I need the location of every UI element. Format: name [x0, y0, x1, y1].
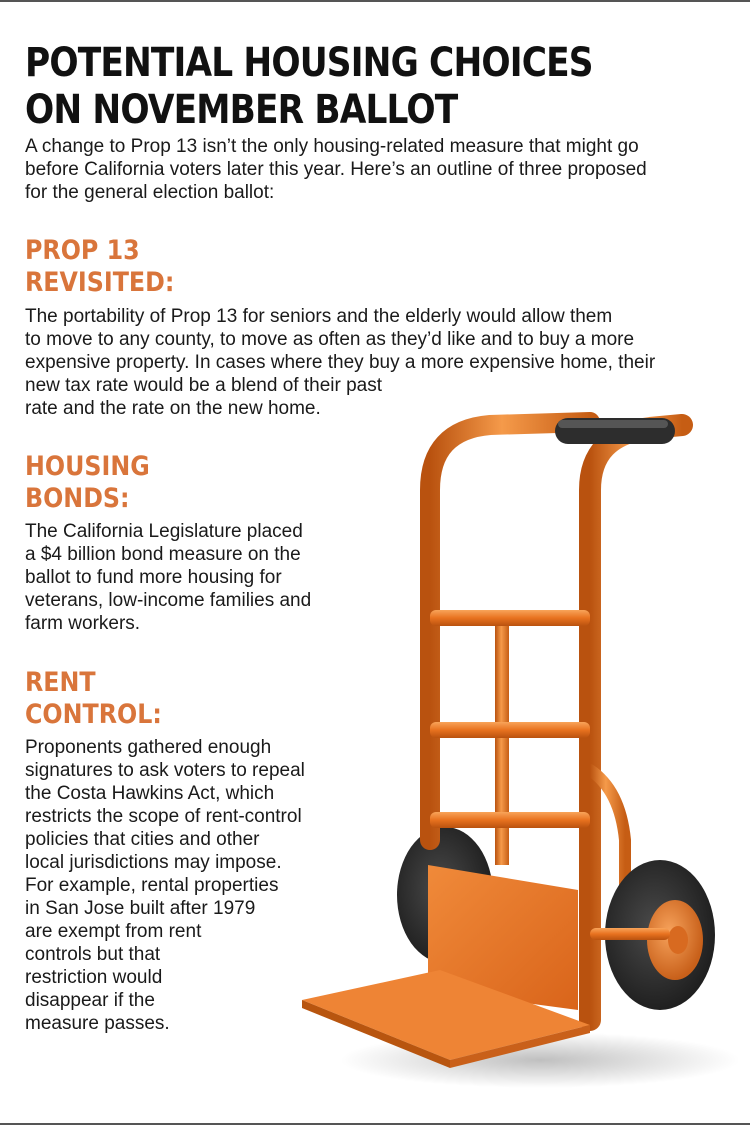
section-body-rent-control	[25, 736, 305, 1035]
section-title-prop13	[25, 235, 174, 299]
section-title-line-1: RENT	[25, 667, 96, 698]
body-line: The California Legislature placed	[25, 521, 303, 542]
body-line: measure passes.	[25, 1013, 170, 1034]
section-title-line-2: REVISITED:	[25, 267, 175, 298]
body-line: new tax rate would be a blend of their past	[25, 375, 383, 396]
intro-line-1: A change to Prop 13 isn’t the only housing-related measure that might go	[25, 136, 639, 157]
body-line: expensive property. In cases where they buy a more expensive home, their	[25, 352, 656, 373]
top-divider	[0, 0, 750, 2]
section-title-rent-control	[25, 667, 162, 731]
body-line: For example, rental properties	[25, 875, 279, 896]
headline-line-1: POTENTIAL HOUSING CHOICES	[25, 40, 593, 86]
section-title-line-2: CONTROL:	[25, 699, 162, 730]
section-body-prop13	[25, 305, 655, 420]
body-line: policies that cities and other	[25, 829, 260, 850]
intro-paragraph	[25, 135, 725, 204]
body-line: are exempt from rent	[25, 921, 202, 942]
body-line: farm workers.	[25, 613, 141, 634]
body-line: a $4 billion bond measure on the	[25, 544, 301, 565]
section-title-line-1: HOUSING	[25, 451, 150, 482]
body-line: rate and the rate on the new home.	[25, 398, 321, 419]
body-line: local jurisdictions may impose.	[25, 852, 282, 873]
body-line: disappear if the	[25, 990, 155, 1011]
body-line: in San Jose built after 1979	[25, 898, 256, 919]
intro-line-3: for the general election ballot:	[25, 182, 275, 203]
body-line: veterans, low-income families and	[25, 590, 312, 611]
body-line: the Costa Hawkins Act, which	[25, 783, 275, 804]
headline-line-2: ON NOVEMBER BALLOT	[25, 87, 458, 133]
headline	[25, 40, 627, 134]
body-line: signatures to ask voters to repeal	[25, 760, 305, 781]
body-line: controls but that	[25, 944, 161, 965]
body-line: The portability of Prop 13 for seniors and the elderly would allow them	[25, 306, 613, 327]
body-line: restricts the scope of rent-control	[25, 806, 302, 827]
hand-truck-illustration	[290, 400, 740, 1100]
body-line: ballot to fund more housing for	[25, 567, 282, 588]
intro-line-2: before California voters later this year. Here’s an outline of three proposed	[25, 159, 647, 180]
section-title-line-2: BONDS:	[25, 483, 130, 514]
body-line: restriction would	[25, 967, 163, 988]
section-title-line-1: PROP 13	[25, 235, 140, 266]
body-line: Proponents gathered enough	[25, 737, 272, 758]
section-body-housing-bonds	[25, 520, 311, 635]
section-title-housing-bonds	[25, 451, 150, 515]
body-line: to move to any county, to move as often as they’d like and to buy a more	[25, 329, 635, 350]
